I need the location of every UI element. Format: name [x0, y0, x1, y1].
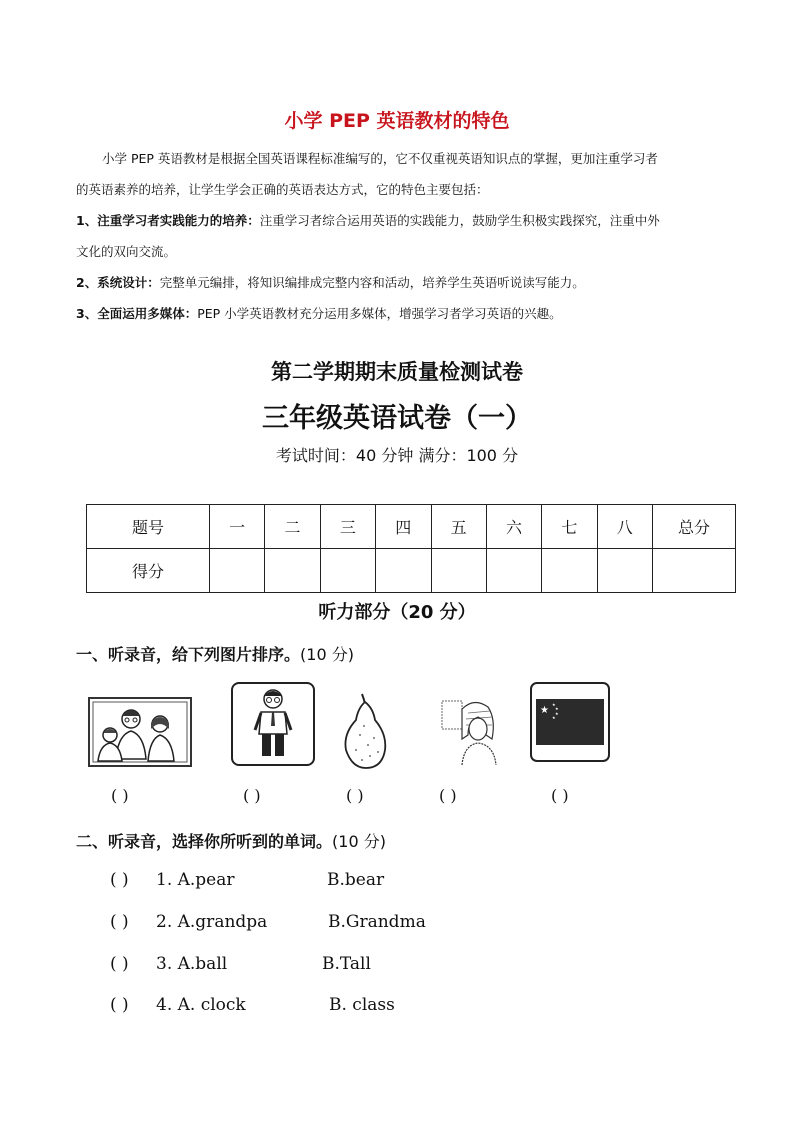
choice-item	[110, 995, 510, 1017]
family-picture	[88, 697, 192, 771]
feature-1-label: 1、注重学习者实践能力的培养：	[76, 213, 260, 228]
svg-text:★: ★	[552, 715, 556, 720]
choice-option-a: 4. A. clock	[156, 995, 246, 1015]
svg-text:★: ★	[552, 702, 556, 707]
score-row	[87, 549, 736, 593]
score-cell[interactable]	[210, 549, 265, 593]
score-header-cell: 二	[265, 505, 320, 549]
choice-option-a: 3. A.ball	[156, 954, 228, 974]
score-header-cell: 题号	[87, 505, 210, 549]
score-header-cell: 五	[431, 505, 486, 549]
feature-2	[76, 267, 726, 298]
feature-1-text: 注重学习者综合运用英语的实践能力，鼓励学生积极实践探究，注重中外	[259, 213, 660, 228]
score-header-row	[87, 505, 736, 549]
question-1-text: 一、听录音，给下列图片排序。	[76, 645, 301, 664]
score-header-cell: 七	[542, 505, 597, 549]
exam-subtitle: 第二学期期末质量检测试卷	[271, 360, 523, 384]
exam-meta: 考试时间：40 分钟 满分：100 分	[275, 446, 519, 465]
answer-blank-3[interactable]: ( )	[346, 786, 364, 805]
intro-paragraph	[76, 143, 726, 329]
score-cell[interactable]	[597, 549, 652, 593]
listening-section-title: 听力部分（20 分）	[318, 602, 476, 623]
score-cell[interactable]	[431, 549, 486, 593]
score-cell[interactable]	[376, 549, 431, 593]
question-2-heading	[76, 829, 386, 852]
pear-picture	[340, 690, 390, 774]
question-1-heading	[76, 642, 354, 665]
svg-text:★: ★	[555, 706, 559, 711]
feature-3-text: PEP 小学英语教材充分运用多媒体，增强学习者学习英语的兴趣。	[197, 306, 562, 321]
svg-text:★: ★	[540, 705, 549, 716]
svg-text:★: ★	[555, 711, 559, 716]
choice-option-b: B.Tall	[322, 954, 371, 974]
choice-option-b: B.bear	[327, 870, 385, 890]
answer-blank-5[interactable]: ( )	[551, 786, 569, 805]
score-cell[interactable]	[486, 549, 541, 593]
score-row-label: 得分	[87, 549, 210, 593]
feature-2-label: 2、系统设计：	[76, 275, 160, 290]
score-header-cell: 总分	[653, 505, 736, 549]
question-2-points: (10 分)	[332, 832, 386, 851]
feature-1-cont: 文化的双向交流。	[76, 244, 177, 259]
choice-item	[110, 954, 510, 976]
answer-blank-1[interactable]: ( )	[111, 786, 129, 805]
score-header-cell: 一	[210, 505, 265, 549]
score-header-cell: 三	[320, 505, 375, 549]
feature-3	[76, 298, 726, 329]
score-cell[interactable]	[542, 549, 597, 593]
answer-blank-4[interactable]: ( )	[439, 786, 457, 805]
score-cell[interactable]	[653, 549, 736, 593]
china-flag-picture	[530, 682, 610, 766]
boy-picture	[231, 682, 315, 770]
feature-3-label: 3、全面运用多媒体：	[76, 306, 198, 321]
score-header-cell: 六	[486, 505, 541, 549]
feature-2-text: 完整单元编排，将知识编排成完整内容和活动，培养学生英语听说读写能力。	[159, 275, 585, 290]
feature-1	[76, 205, 726, 236]
choice-item	[110, 870, 510, 892]
score-header-cell: 八	[597, 505, 652, 549]
intro-line-2: 的英语素养的培养，让学生学会正确的英语表达方式，它的特色主要包括：	[76, 182, 489, 197]
choice-option-b: B. class	[329, 995, 395, 1015]
woman-picture	[438, 695, 504, 771]
question-1-points: (10 分)	[300, 645, 354, 664]
score-cell[interactable]	[320, 549, 375, 593]
choice-blank[interactable]: ( )	[110, 870, 129, 890]
choice-option-b: B.Grandma	[328, 912, 426, 932]
choice-blank[interactable]: ( )	[110, 995, 129, 1015]
score-header-cell: 四	[376, 505, 431, 549]
choice-item	[110, 912, 510, 934]
score-cell[interactable]	[265, 549, 320, 593]
question-2-text: 二、听录音，选择你所听到的单词。	[76, 832, 333, 851]
intro-title: 小学 PEP 英语教材的特色	[284, 110, 510, 132]
exam-title: 三年级英语试卷（一）	[262, 403, 532, 434]
choice-option-a: 1. A.pear	[156, 870, 235, 890]
choice-blank[interactable]: ( )	[110, 912, 129, 932]
intro-line-1: 小学 PEP 英语教材是根据全国英语课程标准编写的，它不仅重视英语知识点的掌握，更加注重学习者	[102, 151, 658, 166]
choice-option-a: 2. A.grandpa	[156, 912, 268, 932]
answer-blank-2[interactable]: ( )	[243, 786, 261, 805]
choice-blank[interactable]: ( )	[110, 954, 129, 974]
score-table	[86, 504, 736, 593]
